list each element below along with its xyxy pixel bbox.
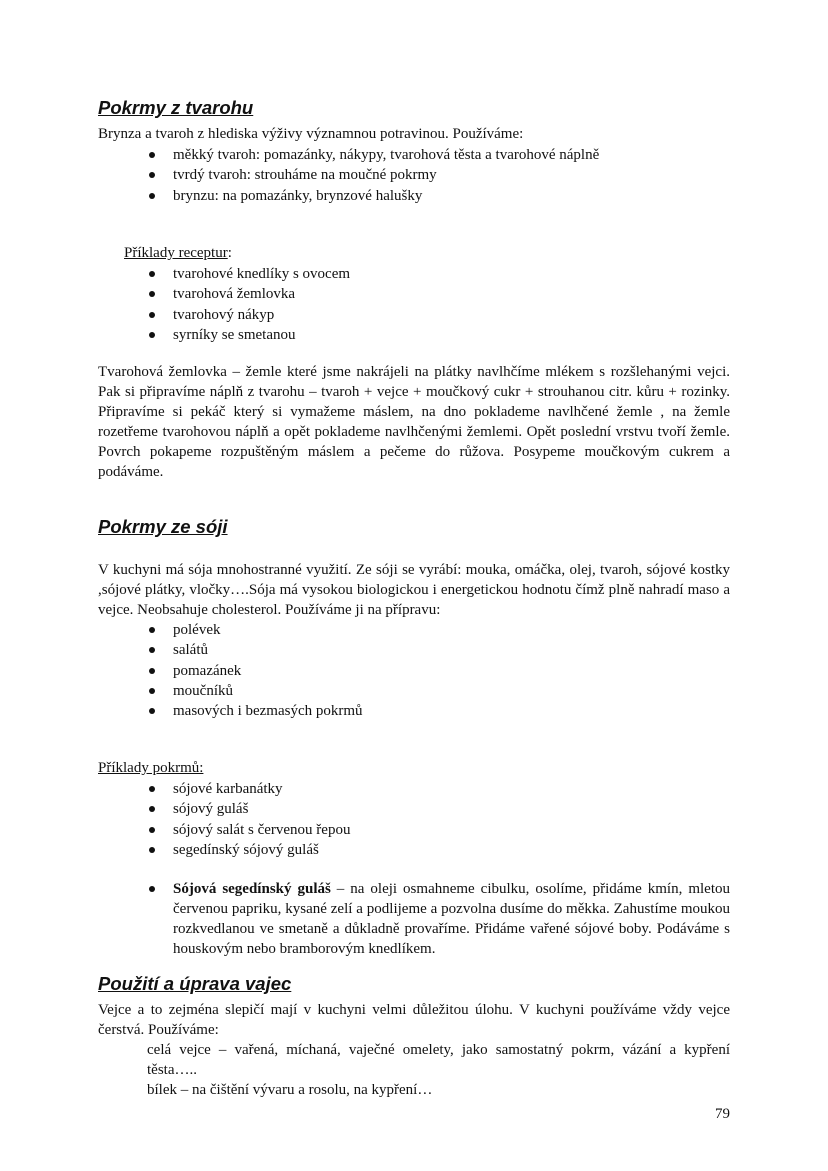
list-item: moučníků xyxy=(147,681,730,701)
list-item: masových i bezmasých pokrmů xyxy=(147,701,730,721)
list-item: měkký tvaroh: pomazánky, nákypy, tvarohová těsta a tvarohové náplně xyxy=(147,145,730,165)
list-item: tvarohové knedlíky s ovocem xyxy=(147,264,730,284)
soja-examples-label-line xyxy=(98,758,730,778)
soja-recipe-item xyxy=(147,879,730,959)
tvaroh-recipe-paragraph: Tvarohová žemlovka – žemle které jsme nakrájeli na plátky navlhčíme mlékem s rozšlehanými vejci. Pak si připravíme náplň z tvarohu – tvaroh + vejce + moučkový cukr + strouhanou citr. kůru + rozinky. Připravíme si pekáč který si vymažeme máslem, na dno poklademe navlhčené žemle , na žemle rozetřeme tvarohovou náplň a opět poklademe navlhčenými žemlemi. Opět poslední vrstvu tvoří žemle. Povrch pokapeme rozpuštěným máslem a pečeme do růžova. Posypeme moučkovým cukrem a podáváme. xyxy=(98,364,730,480)
list-item: tvarohová žemlovka xyxy=(147,284,730,304)
list-item: salátů xyxy=(147,640,730,660)
list-item: polévek xyxy=(147,620,730,640)
list-item: tvarohový nákyp xyxy=(147,305,730,325)
heading-pokrmy-ze-soji: Pokrmy ze sóji xyxy=(98,516,228,537)
soja-examples-list xyxy=(147,779,730,860)
soja-recipe-text: – na oleji osmahneme cibulku, osolíme, přidáme kmín, mletou červenou papriku, kysané zelí a podlijeme a pozvolna dusíme do měkka. Zahustíme moukou rozkvedlanou ve smetaně a důkladně provaříme. Přidáme vařené sójové boby. Podáváme s houskovým nebo bramborovým knedlíkem. xyxy=(173,881,730,957)
tvaroh-intro: Brynza a tvaroh z hlediska výživy významnou potravinou. Používáme: xyxy=(98,126,524,142)
tvaroh-examples-label: Příklady receptur xyxy=(124,245,228,261)
page-number: 79 xyxy=(715,1106,730,1122)
vejce-item-bilek: bílek – na čištění vývaru a rosolu, na kypření… xyxy=(147,1082,433,1098)
heading-pouziti-a-uprava-vajec: Použití a úprava vajec xyxy=(98,973,292,994)
soja-recipe-title: Sójová segedínský guláš xyxy=(173,881,331,897)
soja-uses-list xyxy=(147,620,730,721)
list-item: pomazánek xyxy=(147,661,730,681)
list-item: syrníky se smetanou xyxy=(147,325,730,345)
list-item: brynzu: na pomazánky, brynzové halušky xyxy=(147,186,730,206)
soja-intro-paragraph: V kuchyni má sója mnohostranné využití. Ze sóji se vyrábí: mouka, omáčka, olej, tvaroh, sójové kostky ,sójové plátky, vločky….Sója má vysokou biologickou i energetickou hodnotu čímž plně nahradí maso a vejce. Neobsahuje cholesterol. Používáme ji na přípravu: xyxy=(98,562,730,618)
soja-recipe-list xyxy=(147,879,730,959)
list-item: sójový salát s červenou řepou xyxy=(147,820,730,840)
list-item: segedínský sójový guláš xyxy=(147,840,730,860)
tvaroh-examples-label-line xyxy=(124,243,232,263)
list-item: sójové karbanátky xyxy=(147,779,730,799)
tvaroh-examples-colon: : xyxy=(227,245,232,261)
heading-pokrmy-z-tvarohu: Pokrmy z tvarohu xyxy=(98,97,254,118)
vejce-item-cela: celá vejce – vařená, míchaná, vaječné omelety, jako samostatný pokrm, vázání a kypření těsta….. xyxy=(147,1042,730,1078)
vejce-intro-paragraph: Vejce a to zejména slepičí mají v kuchyni velmi důležitou úlohu. V kuchyni používáme vždy vejce čerstvá. Používáme: xyxy=(98,1002,730,1038)
soja-examples-label: Příklady pokrmů: xyxy=(98,760,204,776)
tvaroh-uses-list xyxy=(147,145,730,206)
list-item: sójový guláš xyxy=(147,799,730,819)
tvaroh-examples-list xyxy=(147,264,730,345)
list-item: tvrdý tvaroh: strouháme na moučné pokrmy xyxy=(147,165,730,185)
